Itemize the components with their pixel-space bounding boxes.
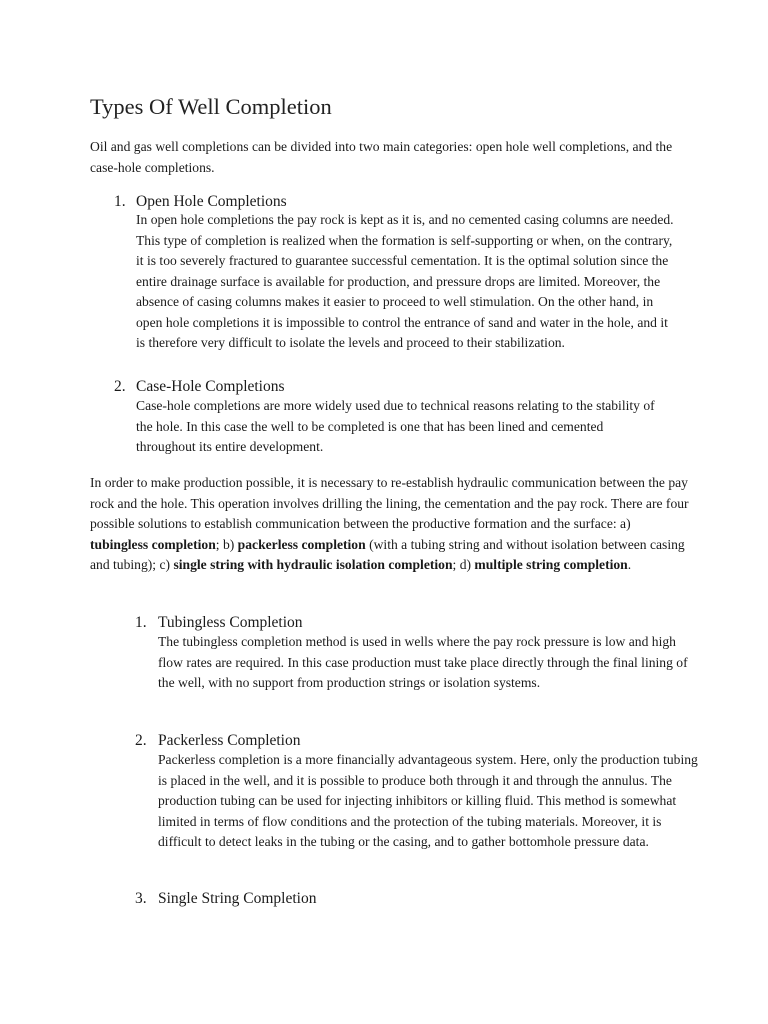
packerless-paragraph: Packerless completion is a more financially advantageous system. Here, only the production tubing is placed in the well, and it is possible to produce both through it and through the annulus. The production tubing can be used for injecting inhibitors or killing fluid. This method is somewhat limited in terms of flow conditions and the protection of the tubing materials. Moreover, it is difficult to detect leaks in the tubing or the casing, and to gather bottomhole pressure data. bbox=[158, 752, 698, 849]
bold-term: multiple string completion bbox=[474, 557, 628, 572]
section-heading-tubingless bbox=[135, 613, 303, 633]
section-heading-open-hole bbox=[114, 192, 287, 212]
section-title: Open Hole Completions bbox=[136, 193, 287, 210]
paragraph-text: (with a tubing string and without isolation between casing and tubing); c) bbox=[90, 536, 685, 572]
communication-paragraph bbox=[90, 473, 690, 576]
case-hole-paragraph: Case-hole completions are more widely used due to technical reasons relating to the stability of the hole. In this case the well to be completed is one that has been lined and cemented throughout its entire development. bbox=[136, 398, 655, 454]
section-heading-packerless bbox=[135, 731, 301, 751]
bold-term: tubingless completion bbox=[90, 536, 216, 552]
paragraph-text: In order to make production possible, it is necessary to re-establish hydraulic communication between the pay rock and the hole. This operation involves drilling the lining, the cementation and the pay rock. There are four possible solutions to establish communication between the productive formation and the surface: a) bbox=[90, 475, 689, 531]
document-title: Types Of Well Completion bbox=[90, 94, 332, 119]
list-number: 1. bbox=[135, 614, 147, 631]
list-number: 1. bbox=[114, 193, 126, 210]
paragraph-text: . bbox=[627, 557, 632, 572]
section-title: Packerless Completion bbox=[158, 732, 301, 749]
list-number: 2. bbox=[114, 378, 126, 395]
list-number: 2. bbox=[135, 732, 147, 749]
open-hole-paragraph: In open hole completions the pay rock is kept as it is, and no cemented casing columns are needed. This type of completion is realized when the formation is self-supporting or when, on the contrary, it is too severely fractured to guarantee successful cementation. It is the optimal solution since the entire drainage surface is available for production, and pressure drops are limited. Moreover, the absence of casing columns makes it easier to proceed to well stimulation. On the other hand, in open hole completions it is impossible to control the entrance of sand and water in the hole, and it is therefore very difficult to isolate the levels and proceed to their stabilization. bbox=[136, 212, 674, 350]
section-title: Case-Hole Completions bbox=[136, 378, 285, 395]
bold-term: packerless completion bbox=[237, 536, 366, 552]
section-heading-single-string bbox=[135, 889, 316, 909]
section-title: Tubingless Completion bbox=[158, 614, 303, 631]
bold-term: single string with hydraulic isolation completion bbox=[173, 557, 453, 572]
paragraph-text: ; b) bbox=[215, 536, 238, 552]
section-title: Single String Completion bbox=[158, 890, 317, 907]
list-number: 3. bbox=[135, 890, 147, 907]
tubingless-paragraph: The tubingless completion method is used in wells where the pay rock pressure is low and high flow rates are required. In this case production must take place directly through the final lining of the well, with no support from production strings or isolation systems. bbox=[158, 634, 688, 690]
intro-paragraph: Oil and gas well completions can be divided into two main categories: open hole well completions, and the case-hole completions. bbox=[90, 139, 673, 175]
paragraph-text: ; d) bbox=[452, 557, 475, 572]
section-heading-case-hole bbox=[114, 377, 285, 397]
